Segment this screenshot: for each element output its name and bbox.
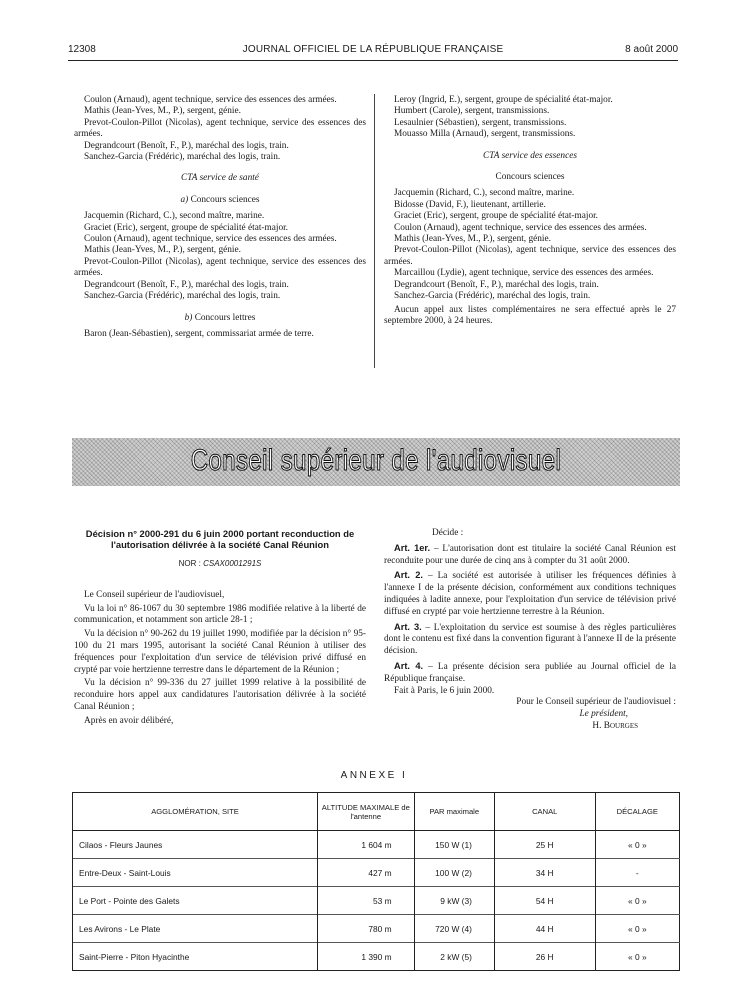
article-label: Art. 2. — [394, 570, 423, 581]
concours-sciences-title: Concours sciences — [495, 172, 565, 183]
list-item: Graciet (Eric), sergent, groupe de spécialité état-major. — [84, 222, 289, 233]
article — [384, 661, 676, 686]
list-item: Prevot-Coulon-Pillot (Nicolas), agent technique, service des essences des armées. — [74, 117, 366, 140]
list-item: Coulon (Arnaud), agent technique, service des essences des armées. — [394, 222, 647, 233]
table-cell: 54 H — [494, 887, 595, 915]
article-label: Art. 4. — [394, 660, 424, 671]
list-item: Bidosse (David, F.), lieutenant, artillerie. — [394, 199, 546, 210]
section-banner — [72, 438, 680, 486]
signatory-title: Le président, — [579, 709, 628, 720]
list-item: Mouasso Milla (Arnaud), sergent, transmissions. — [394, 129, 576, 140]
table-cell: Saint-Pierre - Piton Hyacinthe — [73, 943, 318, 971]
table-cell: 780 m — [318, 915, 415, 943]
table-cell: 150 W (1) — [414, 831, 494, 859]
list-item: Mathis (Jean-Yves, M., P.), sergent, génie. — [394, 234, 551, 245]
table-cell: Les Avirons - Le Plate — [73, 915, 318, 943]
table-row — [73, 943, 680, 971]
table-cell: « 0 » — [595, 887, 679, 915]
list-item: Sanchez-Garcia (Frédéric), maréchal des logis, train. — [84, 152, 281, 163]
table-cell: « 0 » — [595, 831, 679, 859]
table-row — [73, 831, 680, 859]
sub-b-entries — [74, 329, 366, 340]
table-cell: 9 kW (3) — [414, 887, 494, 915]
page-number: 12308 — [68, 44, 96, 55]
decision-right — [384, 528, 676, 733]
table-cell: 100 W (2) — [414, 859, 494, 887]
nor-label: NOR : — [178, 559, 201, 568]
article — [384, 570, 676, 618]
table-cell: 25 H — [494, 831, 595, 859]
list-item: Mathis (Jean-Yves, M., P.), sergent, génie. — [84, 106, 241, 117]
table-cell: 2 kW (5) — [414, 943, 494, 971]
vu-paragraph: Vu la décision n° 90-262 du 19 juillet 1990, modifiée par la décision n° 95-100 du 21 mars 1995, autorisant la société Canal Réunion à utiliser des fréquences pour l'exploitation d'un service de télévision privé diffusé en crypté par voie hertzienne terrestre dans le département de la Réunion ; — [74, 629, 366, 675]
table-cell: 34 H — [494, 859, 595, 887]
vu-paragraph: Vu la décision n° 99-336 du 27 juillet 1999 relative à la possibilité de reconduire hors appel aux candidatures l'autorisation délivrée à la société Canal Réunion ; — [74, 678, 366, 712]
cta-essences-title: CTA service des essences — [483, 150, 577, 161]
decision-left — [74, 528, 366, 728]
place-date: Fait à Paris, le 6 juin 2000. — [394, 685, 495, 696]
right-entries — [384, 188, 676, 302]
list-item: Mathis (Jean-Yves, M., P.), sergent, génie. — [84, 245, 241, 256]
list-item: Marcaillou (Lydie), agent technique, service des essences des armées. — [394, 268, 654, 279]
right-top-entries — [384, 95, 676, 141]
table-cell: 53 m — [318, 887, 415, 915]
banner-title: Conseil supérieur de l'audiovisuel — [190, 444, 562, 477]
vu-paragraphs — [74, 604, 366, 728]
list-item: Coulon (Arnaud), agent technique, service des essences des armées. — [84, 95, 337, 105]
signatory-name: H. Bourges — [592, 720, 638, 731]
column-divider — [374, 94, 375, 368]
article-text: – La société est autorisée à utiliser les fréquences définies à l'annexe I de la présente décision, conformément aux conditions techniques indiquées à ladite annexe, pour l'exploitation d'un service de télévision privé diffusé en crypté par voie hertzienne terrestre à la Réunion. — [384, 571, 676, 617]
decision-intro: Le Conseil supérieur de l'audiovisuel, — [84, 589, 225, 600]
left-top-entries — [74, 95, 366, 163]
signature-line: Pour le Conseil supérieur de l'audiovisuel : — [516, 697, 676, 708]
sub-b-title: b) Concours lettres — [184, 312, 256, 323]
table-cell: 720 W (4) — [414, 915, 494, 943]
decision-title: Décision n° 2000-291 du 6 juin 2000 portant reconduction de l'autorisation délivrée à la société Canal Réunion — [85, 528, 355, 550]
list-item: Humbert (Carole), sergent, transmissions. — [394, 106, 550, 117]
list-item: Prevot-Coulon-Pillot (Nicolas), agent technique, service des essences des armées. — [74, 256, 366, 279]
list-item: Degrandcourt (Benoît, F., P.), maréchal des logis, train. — [84, 140, 289, 151]
articles — [384, 543, 676, 686]
table-cell: - — [595, 859, 679, 887]
article-text: – La présente décision sera publiée au Journal officiel de la République française. — [384, 661, 676, 684]
column-header: DÉCALAGE — [595, 793, 679, 831]
column-header: CANAL — [494, 793, 595, 831]
list-item: Baron (Jean-Sébastien), sergent, commissariat armée de terre. — [84, 328, 314, 339]
table-cell: 1 390 m — [318, 943, 415, 971]
list-item: Degrandcourt (Benoît, F., P.), maréchal des logis, train. — [84, 279, 289, 290]
list-item: Degrandcourt (Benoît, F., P.), maréchal des logis, train. — [394, 279, 599, 290]
list-item: Graciet (Eric), sergent, groupe de spécialité état-major. — [394, 211, 599, 222]
table-cell: Entre-Deux - Saint-Louis — [73, 859, 318, 887]
list-item: Prevot-Coulon-Pillot (Nicolas), agent technique, service des essences des armées. — [384, 245, 676, 267]
column-header: AGGLOMÉRATION, SITE — [73, 793, 318, 831]
article-label: Art. 3. — [394, 621, 422, 632]
table-cell: 1 604 m — [318, 831, 415, 859]
list-item: Jacquemin (Richard, C.), second maître, marine. — [394, 188, 575, 199]
column-header: PAR maximale — [414, 793, 494, 831]
header-rule — [68, 60, 678, 61]
table-row — [73, 915, 680, 943]
table-cell: « 0 » — [595, 915, 679, 943]
annexe-title: ANNEXE I — [340, 770, 408, 781]
closing-note: Aucun appel aux listes complémentaires ne sera effectué après le 27 septembre 2000, à 24 heures. — [384, 304, 676, 326]
issue-date: 8 août 2000 — [625, 44, 678, 55]
article — [384, 543, 676, 568]
annexe-body — [73, 831, 680, 971]
article — [384, 622, 676, 658]
table-row — [73, 887, 680, 915]
annexe-table — [72, 792, 680, 971]
page-header — [68, 44, 678, 60]
nor-reference — [74, 558, 366, 570]
journal-title: JOURNAL OFFICIEL DE LA RÉPUBLIQUE FRANÇAISE — [242, 44, 504, 55]
table-cell: Le Port - Pointe des Galets — [73, 887, 318, 915]
annexe-header-row — [73, 793, 680, 831]
vu-paragraph: Après en avoir délibéré, — [84, 715, 174, 726]
list-item: Sanchez-Garcia (Frédéric), maréchal des logis, train. — [394, 291, 591, 302]
table-cell: 427 m — [318, 859, 415, 887]
list-item: Coulon (Arnaud), agent technique, service des essences des armées. — [84, 234, 337, 245]
vu-paragraph: Vu la loi n° 86-1067 du 30 septembre 1986 modifiée relative à la liberté de communication, et notamment son article 28-1 ; — [74, 603, 366, 626]
list-item: Sanchez-Garcia (Frédéric), maréchal des logis, train. — [84, 291, 281, 302]
left-column — [74, 95, 366, 340]
nor-value: CSAX0001291S — [203, 559, 262, 568]
decide-label: Décide : — [432, 528, 464, 538]
sub-a-title: a) Concours sciences — [180, 194, 260, 205]
table-cell: « 0 » — [595, 943, 679, 971]
article-label: Art. 1er. — [394, 542, 431, 553]
article-text: – L'exploitation du service est soumise à des règles particulières dont le contenu est fixé dans la convention figurant à l'annexe II de la présente décision. — [384, 622, 676, 657]
list-item: Jacquemin (Richard, C.), second maître, marine. — [84, 211, 265, 222]
sub-a-entries — [74, 211, 366, 302]
list-item: Lesaulnier (Sébastien), sergent, transmissions. — [394, 117, 567, 128]
table-row — [73, 859, 680, 887]
list-item: Leroy (Ingrid, E.), sergent, groupe de spécialité état-major. — [394, 95, 613, 105]
table-cell: Cilaos - Fleurs Jaunes — [73, 831, 318, 859]
column-header: ALTITUDE MAXIMALE de l'antenne — [318, 793, 415, 831]
table-cell: 44 H — [494, 915, 595, 943]
article-text: – L'autorisation dont est titulaire la société Canal Réunion est reconduite pour une durée de cinq ans à compter du 31 août 2000. — [384, 543, 676, 566]
cta-sante-title: CTA service de santé — [181, 173, 259, 184]
table-cell: 26 H — [494, 943, 595, 971]
right-column — [384, 95, 676, 327]
